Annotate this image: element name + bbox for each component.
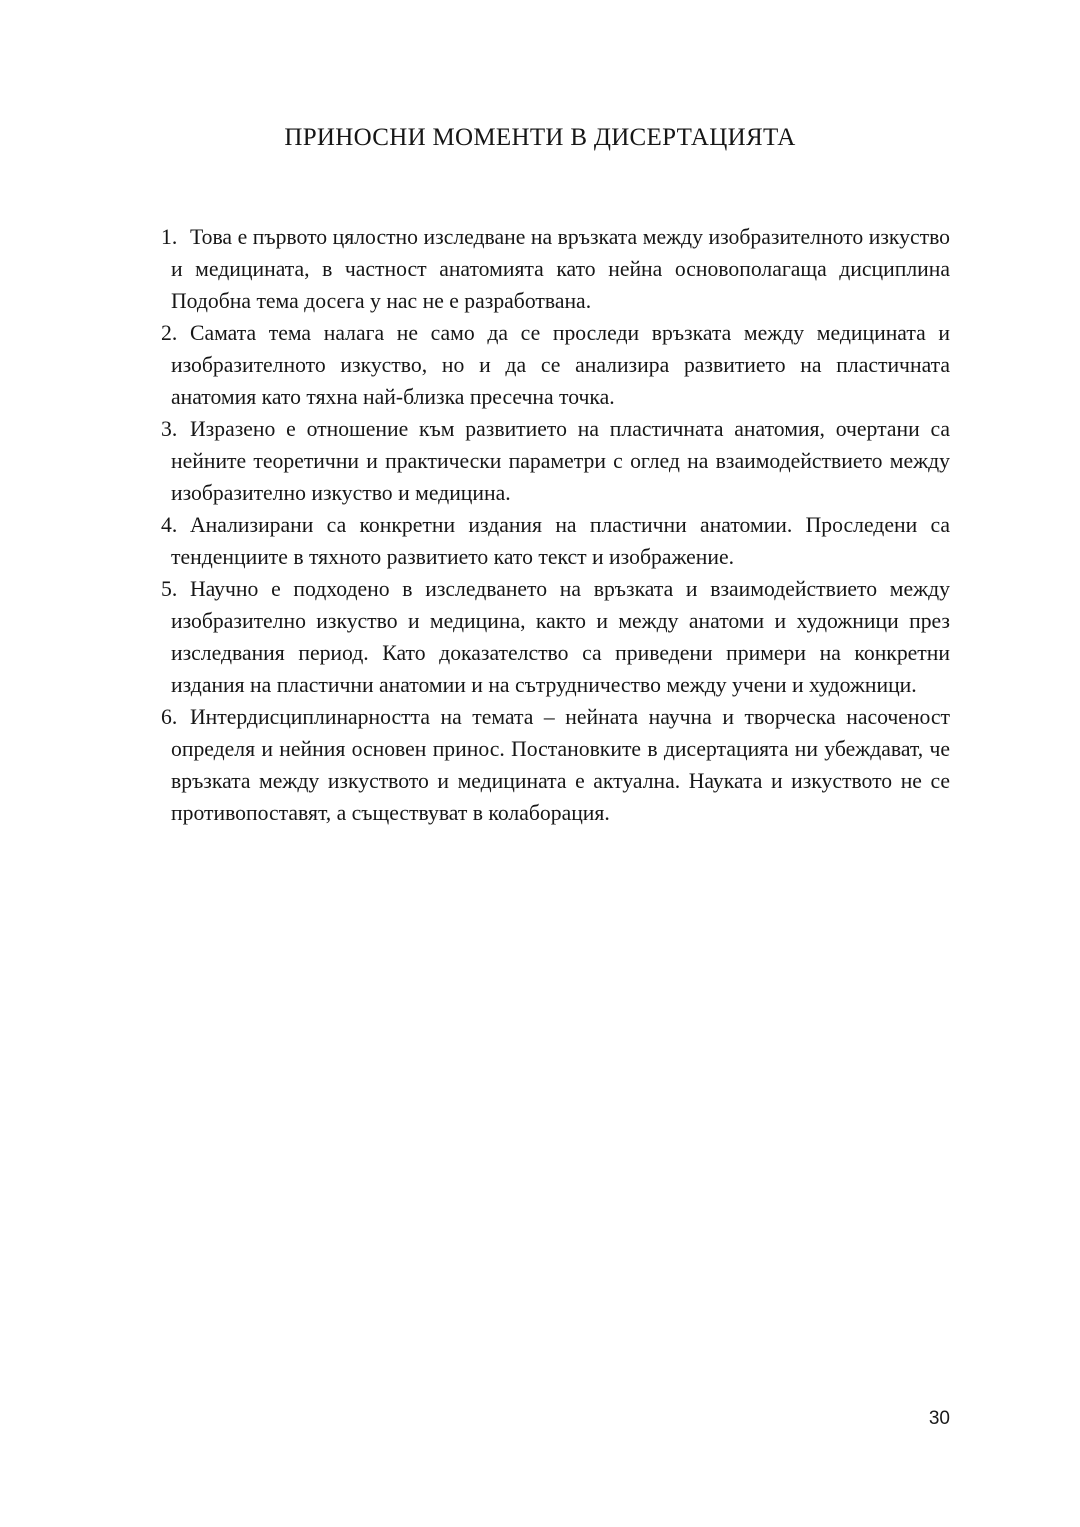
list-item — [161, 413, 950, 509]
list-item-number: 6. — [161, 705, 178, 729]
list-item — [161, 509, 950, 573]
page-number: 30 — [928, 1408, 950, 1429]
list-item-number: 3. — [161, 417, 178, 441]
list-item — [161, 573, 950, 701]
list-item-text: Това е първото цялостно изследване на връзката между изобразителното изкуство и медицината, в частност анатомията като нейна основополагаща дисциплина Подобна тема досега у нас не е разработвана. — [171, 225, 950, 313]
list-item-number: 1. — [161, 225, 178, 249]
list-item-text: Научно е подходено в изследването на връзката и взаимодействието между изобразително изкуство и медицина, както и между анатоми и художници през изследвания период. Като доказателство са приведени примери на конкретни издания на пластични анатомии и на сътрудничество между учени и художници. — [171, 577, 950, 697]
list-item-number: 4. — [161, 513, 178, 537]
list-item-number: 2. — [161, 321, 178, 345]
list-item-text: Самата тема налага не само да се проследи връзката между медицината и изобразителното изкуство, но и да се анализира развитието на пластичната анатомия като тяхна най-близка пресечна точка. — [171, 321, 950, 409]
list-item-text: Анализирани са конкретни издания на пластични анатомии. Проследени са тенденциите в тяхното развитието като текст и изображение. — [171, 513, 950, 569]
page-title: ПРИНОСНИ МОМЕНТИ В ДИСЕРТАЦИЯТА — [284, 124, 796, 151]
list-item-number: 5. — [161, 577, 178, 601]
list-item — [161, 221, 950, 317]
list-item — [161, 317, 950, 413]
list-item-text: Изразено е отношение към развитието на пластичната анатомия, очертани са нейните теоретични и практически параметри с оглед на взаимодействието между изобразително изкуство и медицина. — [171, 417, 950, 505]
contributions-list — [161, 221, 950, 829]
list-item-text: Интердисциплинарността на темата – нейната научна и творческа насоченост определя и нейния основен принос. Постановките в дисертацията ни убеждават, че връзката между изкуството и медицината е актуална. Науката и изкуството не се противопоставят, а съществуват в колаборация. — [171, 705, 950, 825]
list-item — [161, 701, 950, 829]
